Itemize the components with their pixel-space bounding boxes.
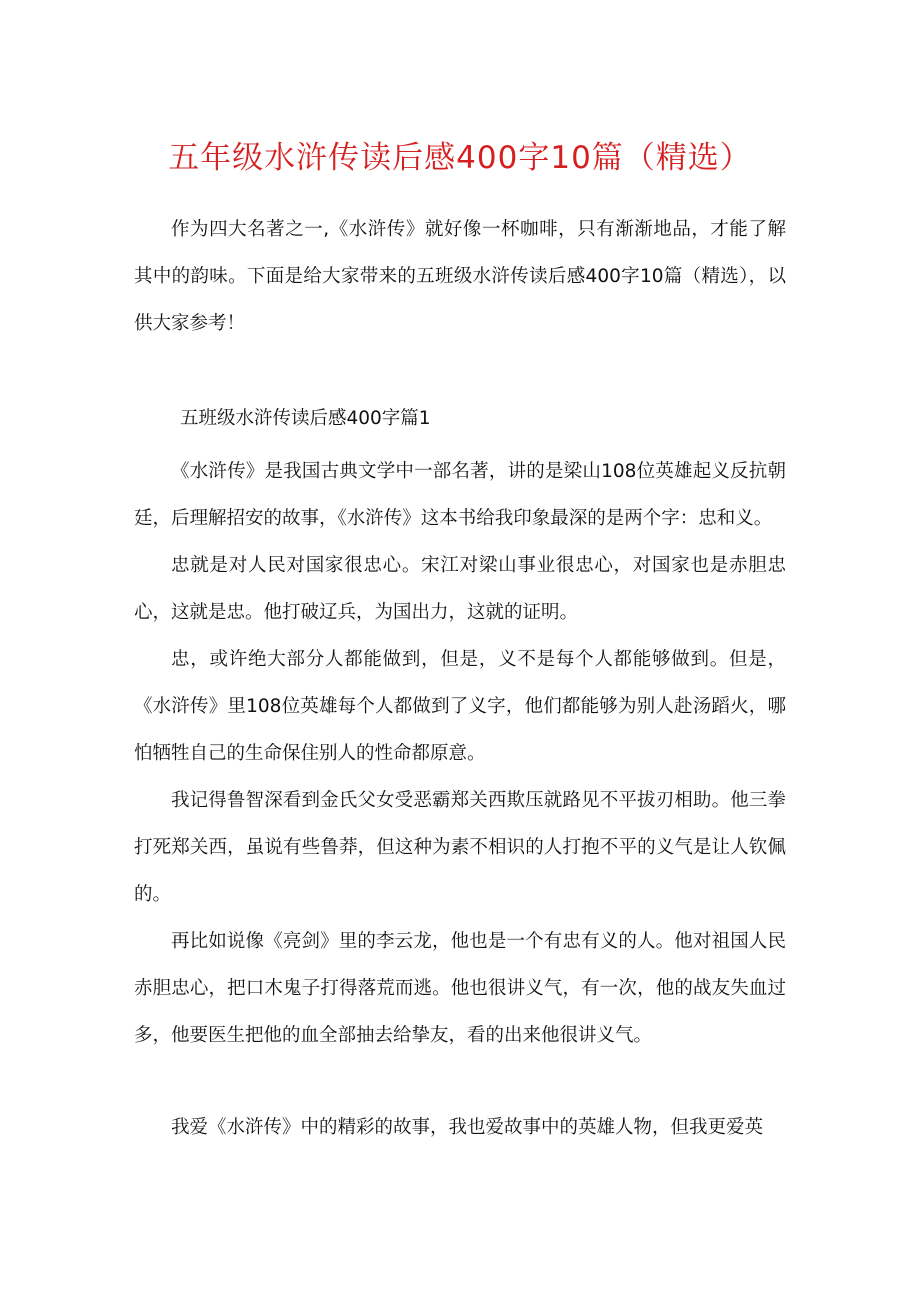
- body-paragraph-5: 再比如说像《亮剑》里的李云龙，他也是一个有忠有义的人。他对祖国人民赤胆忠心，把口木鬼子打得落荒而逃。他也很讲义气，有一次，他的战友失血过多，他要医生把他的血全部抽去给挚友，看的出来他很讲义气。: [134, 931, 786, 1046]
- section-heading: 五班级水浒传读后感400字篇1: [180, 408, 431, 429]
- body-paragraph-4: 我记得鲁智深看到金氏父女受恶霸郑关西欺压就路见不平拔刃相助。他三拳打死郑关西，虽说有些鲁莽，但这种为素不相识的人打抱不平的义气是让人钦佩的。: [134, 790, 786, 905]
- body-paragraph-2: 忠就是对人民对国家很忠心。宋江对梁山事业很忠心，对国家也是赤胆忠心，这就是忠。他打破辽兵，为国出力，这就的证明。: [134, 555, 786, 623]
- document-title: 五年级水浒传读后感400字10篇（精选）: [168, 140, 752, 176]
- body-paragraph-1: 《水浒传》是我国古典文学中一部名著，讲的是梁山108位英雄起义反抗朝廷，后理解招安的故事，《水浒传》这本书给我印象最深的是两个字：忠和义。: [134, 461, 786, 529]
- body-paragraph-3: 忠，或许绝大部分人都能做到，但是，义不是每个人都能够做到。但是，《水浒传》里108位英雄每个人都做到了义字，他们都能够为别人赴汤蹈火，哪怕牺牲自己的生命保住别人的性命都原意。: [134, 649, 786, 764]
- body-paragraph-6: 我爱《水浒传》中的精彩的故事，我也爱故事中的英雄人物，但我更爱英: [171, 1117, 764, 1138]
- intro-paragraph: 作为四大名著之一,《水浒传》就好像一杯咖啡，只有渐渐地品，才能了解其中的韵味。下面是给大家带来的五班级水浒传读后感400字10篇（精选），以供大家参考！: [134, 219, 786, 334]
